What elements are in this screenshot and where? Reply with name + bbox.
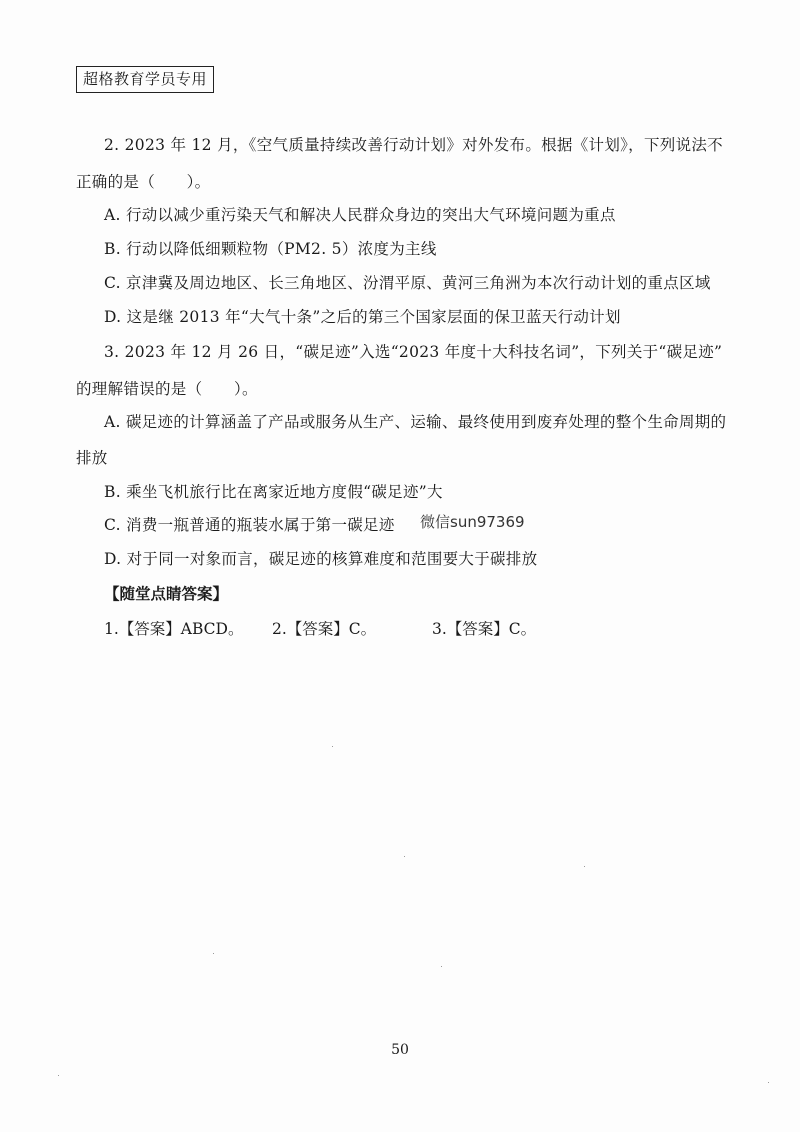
scan-speck — [768, 1082, 769, 1083]
scan-speck — [58, 1075, 59, 1076]
answers-title: 【随堂点睛答案】 — [104, 585, 229, 603]
question-3-option-c: C. 消费一瓶普通的瓶装水属于第一碳足迹 — [104, 516, 395, 534]
header-label: 超格教育学员专用 — [76, 66, 214, 93]
question-3-option-b: B. 乘坐飞机旅行比在离家近地方度假“碳足迹”大 — [104, 483, 443, 501]
answer-2: 2.【答案】C。 — [272, 620, 377, 638]
question-2-option-b: B. 行动以降低细颗粒物（PM2. 5）浓度为主线 — [104, 240, 437, 258]
question-3-option-a-continued: 排放 — [76, 449, 108, 467]
question-2-stem-line-2: 正确的是（ ）。 — [76, 173, 211, 191]
scan-speck — [584, 866, 585, 867]
question-2-option-a: A. 行动以减少重污染天气和解决人民群众身边的突出大气环境问题为重点 — [104, 206, 616, 224]
question-2-option-d: D. 这是继 2013 年“大气十条”之后的第三个国家层面的保卫蓝天行动计划 — [104, 308, 621, 326]
scan-speck — [404, 856, 405, 857]
watermark-text: 微信sun97369 — [420, 513, 525, 531]
scan-speck — [213, 953, 214, 954]
answer-1: 1.【答案】ABCD。 — [104, 620, 244, 638]
page-number: 50 — [391, 1042, 409, 1058]
answer-3: 3.【答案】C。 — [432, 620, 537, 638]
question-3-stem-line-1: 3. 2023 年 12 月 26 日，“碳足迹”入选“2023 年度十大科技名词”，下列关于“碳足迹” — [104, 343, 723, 361]
question-3-stem-line-2: 的理解错误的是（ ）。 — [76, 380, 258, 398]
question-3-option-a: A. 碳足迹的计算涵盖了产品或服务从生产、运输、最终使用到废弃处理的整个生命周期的 — [104, 413, 727, 431]
scan-speck — [441, 966, 442, 967]
question-2-option-c: C. 京津冀及周边地区、长三角地区、汾渭平原、黄河三角洲为本次行动计划的重点区域 — [104, 274, 711, 292]
question-2-stem-line-1: 2. 2023 年 12 月，《空气质量持续改善行动计划》对外发布。根据《计划》，下列说法不 — [104, 136, 723, 154]
answers-row — [104, 618, 604, 640]
question-3-option-d: D. 对于同一对象而言，碳足迹的核算难度和范围要大于碳排放 — [104, 550, 538, 568]
scan-speck — [332, 746, 333, 747]
